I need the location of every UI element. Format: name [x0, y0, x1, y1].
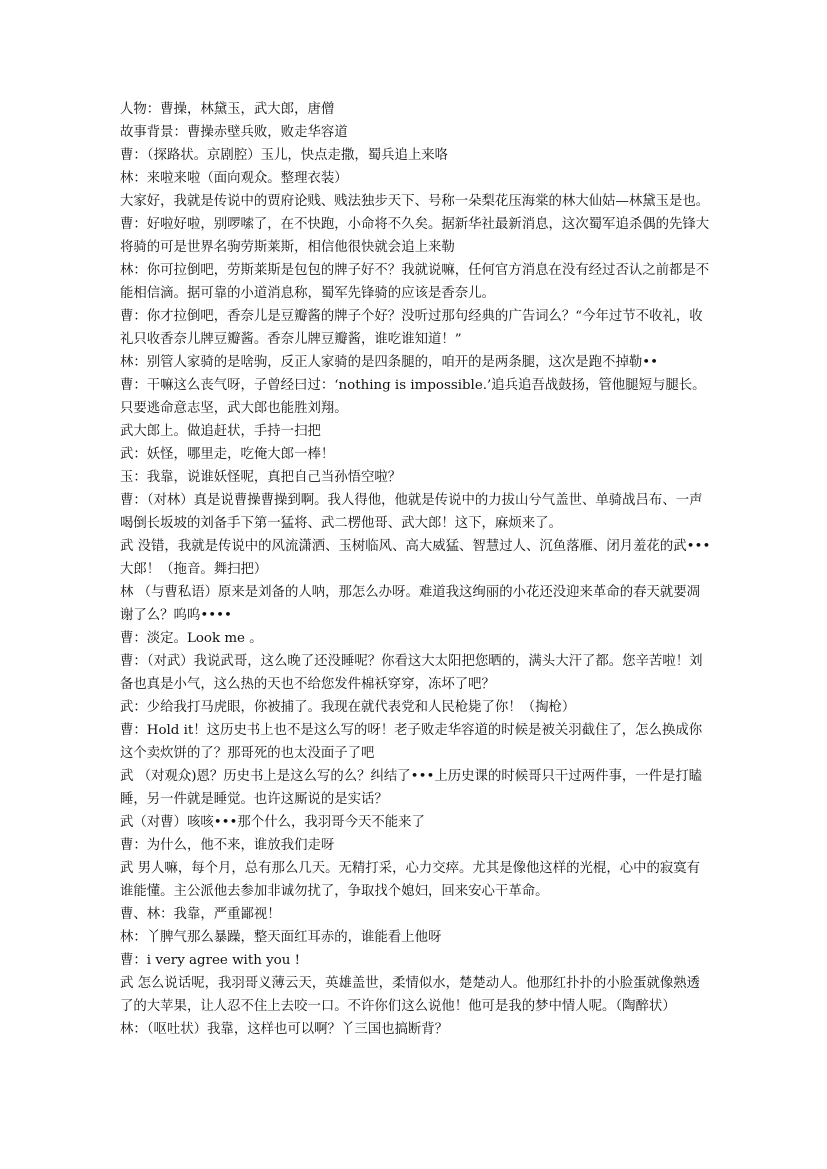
dialogue-line: 林：（呕吐状）我靠，这样也可以啊？丫三国也搞断背？ [120, 1022, 449, 1037]
dialogue-line: 林：别管人家骑的是啥驹，反正人家骑的是四条腿的，咱开的是两条腿，这次是跑不掉勒•• [120, 355, 659, 370]
cast-list: 人物：曹操，林黛玉，武大郎，唐僧 [120, 102, 335, 117]
dialogue-line: 大家好，我就是传说中的贾府论贱、贱法独步天下、号称一朵梨花压海棠的林大仙姑—林黛玉是也。 [120, 194, 710, 209]
dialogue-line: 武 （对观众)恩？历史书上是这么写的么？纠结了•••上历史课的时候哥只干过两件事，一件是打瞌睡，另一件就是睡觉。也许这厮说的是实话？ [120, 769, 703, 807]
dialogue-line: 武 男人嘛，每个月，总有那么几天。无精打采，心力交瘁。尤其是像他这样的光棍，心中的寂寞有谁能懂。主公派他去参加非诚勿扰了，争取找个媳妇，回来安心干革命。 [120, 861, 701, 899]
dialogue-line: 武（对曹）咳咳•••那个什么，我羽哥今天不能来了 [120, 815, 425, 830]
dialogue-line: 曹：i very agree with you ! [120, 953, 300, 968]
stage-direction: 武大郎上。做追赶状，手持一扫把 [120, 424, 321, 439]
dialogue-line: 曹：（探路状。京剧腔）玉儿，快点走撒，蜀兵追上来咯 [120, 148, 449, 163]
dialogue-line: 曹：好啦好啦，别啰嗦了，在不快跑，小命将不久矣。据新华社最新消息，这次蜀军追杀偶的先锋大将骑的可是世界名驹劳斯莱斯，相信他很快就会追上来勒 [120, 217, 710, 255]
dialogue-line: 林：丫脾气那么暴躁，整天面红耳赤的，谁能看上他呀 [120, 930, 442, 945]
dialogue-line: 曹、林：我靠，严重鄙视！ [120, 907, 281, 922]
dialogue-line: 玉：我靠，说谁妖怪呢，真把自己当孙悟空啦？ [120, 470, 402, 485]
dialogue-line: 武：妖怪，哪里走，吃俺大郎一棒！ [120, 447, 335, 462]
dialogue-line: 曹：（对林）真是说曹操曹操到啊。我人得他，他就是传说中的力拔山兮气盖世、单骑战吕布、一声喝倒长坂坡的刘备手下第一猛将、武二楞他哥、武大郎！这下，麻烦来了。 [120, 493, 703, 531]
dialogue-line: 曹：Hold it！这历史书上也不是这么写的呀！老子败走华容道的时候是被关羽截住了，怎么换成你这个卖炊饼的了？那哥死的也太没面子了吧 [120, 723, 703, 761]
dialogue-line: 武 怎么说话呢，我羽哥义薄云天，英雄盖世，柔情似水，楚楚动人。他那红扑扑的小脸蛋就像熟透了的大苹果，让人忍不住上去咬一口。不许你们这么说他！他可是我的梦中情人呢。（陶醉状） [120, 976, 701, 1014]
dialogue-line: 武：少给我打马虎眼，你被捕了。我现在就代表党和人民枪毙了你！（掏枪） [120, 700, 576, 715]
dialogue-line: 曹：为什么，他不来，谁放我们走呀 [120, 838, 335, 853]
dialogue-line: 武 没错，我就是传说中的风流潇洒、玉树临风、高大威猛、智慧过人、沉鱼落雁、闭月羞花的武•••大郎！（拖音。舞扫把） [120, 539, 711, 577]
dialogue-line: 林：来啦来啦（面向观众。整理衣装） [120, 171, 348, 186]
dialogue-line: 曹：淡定。Look me 。 [120, 631, 263, 646]
story-background: 故事背景：曹操赤壁兵败，败走华容道 [120, 125, 348, 140]
dialogue-line: 曹：你才拉倒吧，香奈儿是豆瓣酱的牌子个好？没听过那句经典的广告词么？“今年过节不收礼，收礼只收香奈儿牌豆瓣酱。香奈儿牌豆瓣酱，谁吃谁知道！” [120, 309, 703, 347]
dialogue-line: 林：你可拉倒吧，劳斯莱斯是包包的牌子好不？我就说嘛，任何官方消息在没有经过否认之前都是不能相信滴。据可靠的小道消息称，蜀军先锋骑的应该是香奈儿。 [120, 263, 710, 301]
dialogue-line: 曹：干嘛这么丧气呀，子曾经曰过：‘nothing is impossible.’追兵追吾战鼓扬，管他腿短与腿长。只要逃命意志坚，武大郎也能胜刘翔。 [120, 378, 706, 416]
dialogue-line: 林 （与曹私语）原来是刘备的人呐，那怎么办呀。难道我这绚丽的小花还没迎来革命的春天就要凋谢了么？呜呜•••• [120, 585, 701, 623]
document-page [120, 98, 712, 1041]
dialogue-line: 曹：（对武）我说武哥，这么晚了还没睡呢？你看这大太阳把您晒的，满头大汗了都。您辛苦啦！刘备也真是小气，这么热的天也不给您发件棉袄穿穿，冻坏了吧？ [120, 654, 703, 692]
